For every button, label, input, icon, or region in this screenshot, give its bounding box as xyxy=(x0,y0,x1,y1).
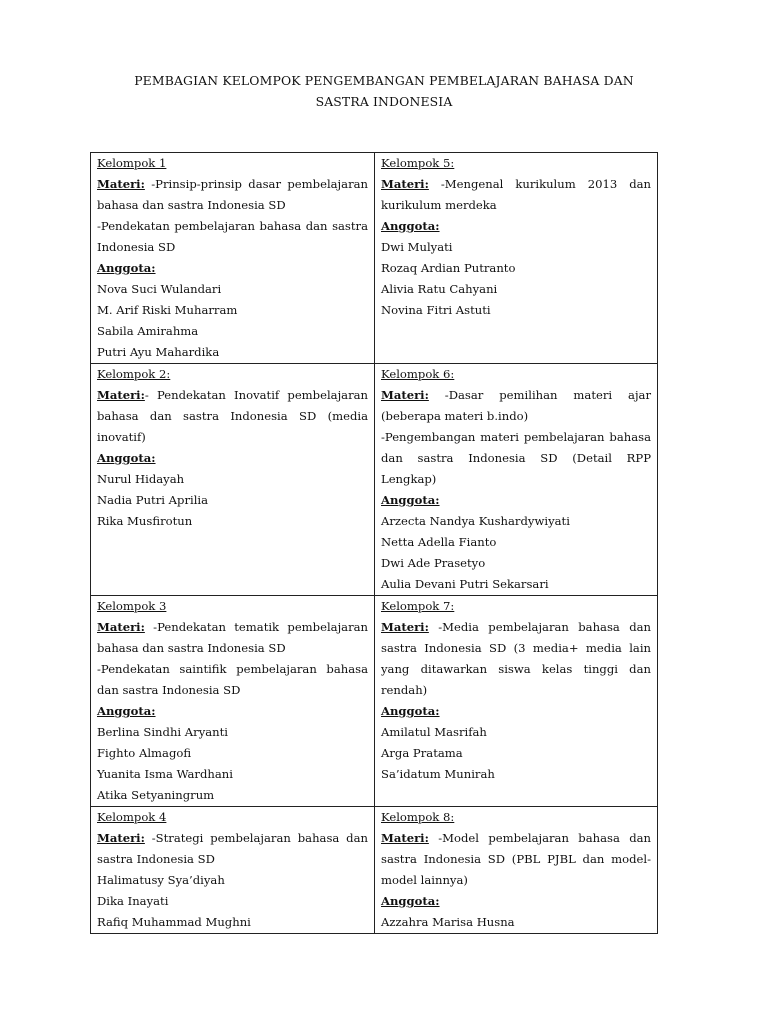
member-name: Sabila Amirahma xyxy=(97,324,199,338)
group-heading: Kelompok 1 xyxy=(97,156,167,170)
materi-text: -Mengenal kurikulum 2013 dan kurikulum merdeka xyxy=(381,177,651,212)
member-name: Arga Pratama xyxy=(381,746,463,760)
anggota-label: Anggota: xyxy=(381,219,440,233)
member-name: Halimatusy Sya’diyah xyxy=(97,873,225,887)
group-cell-2 xyxy=(91,364,375,596)
anggota-label: Anggota: xyxy=(381,704,440,718)
materi-label: Materi: xyxy=(381,177,429,191)
member-name: Berlina Sindhi Aryanti xyxy=(97,725,229,739)
table-row xyxy=(91,596,658,807)
group-heading: Kelompok 6: xyxy=(381,367,455,381)
table-row xyxy=(91,364,658,596)
materi-block xyxy=(381,174,651,216)
member-name: Rika Musfirotun xyxy=(97,514,193,528)
materi-block xyxy=(97,174,368,216)
member-name: Arzecta Nandya Kushardywiyati xyxy=(381,514,570,528)
group-cell-1 xyxy=(91,153,375,364)
anggota-label: Anggota: xyxy=(381,894,440,908)
member-name: Fighto Almagofi xyxy=(97,746,192,760)
materi-extra: -Pendekatan pembelajaran bahasa dan sastra Indonesia SD xyxy=(97,219,368,254)
materi-block xyxy=(97,828,368,870)
group-heading: Kelompok 8: xyxy=(381,810,455,824)
group-cell-8 xyxy=(375,807,658,934)
materi-text: -Strategi pembelajaran bahasa dan sastra Indonesia SD xyxy=(97,831,368,866)
materi-label: Materi: xyxy=(97,831,145,845)
group-cell-4 xyxy=(91,807,375,934)
group-table xyxy=(90,152,658,934)
materi-text: -Pendekatan tematik pembelajaran bahasa dan sastra Indonesia SD xyxy=(97,620,368,655)
anggota-label: Anggota: xyxy=(97,451,156,465)
title-line-2: SASTRA INDONESIA xyxy=(315,94,453,109)
group-heading: Kelompok 7: xyxy=(381,599,455,613)
member-name: Putri Ayu Mahardika xyxy=(97,345,220,359)
materi-label: Materi: xyxy=(97,388,145,402)
group-cell-6 xyxy=(375,364,658,596)
materi-text: -Prinsip-prinsip dasar pembelajaran bahasa dan sastra Indonesia SD xyxy=(97,177,368,212)
group-cell-7 xyxy=(375,596,658,807)
anggota-label: Anggota: xyxy=(381,493,440,507)
materi-block xyxy=(381,617,651,701)
member-name: Aulia Devani Putri Sekarsari xyxy=(381,577,549,591)
anggota-label: Anggota: xyxy=(97,261,156,275)
group-heading: Kelompok 2: xyxy=(97,367,171,381)
member-name: Dwi Mulyati xyxy=(381,240,453,254)
member-name: Sa’idatum Munirah xyxy=(381,767,495,781)
materi-text: - Pendekatan Inovatif pembelajaran bahasa dan sastra Indonesia SD (media inovatif) xyxy=(97,388,368,444)
materi-label: Materi: xyxy=(97,620,145,634)
table-row xyxy=(91,153,658,364)
materi-label: Materi: xyxy=(97,177,145,191)
materi-block xyxy=(97,617,368,659)
member-name: Nova Suci Wulandari xyxy=(97,282,222,296)
materi-extra: -Pendekatan saintifik pembelajaran bahasa dan sastra Indonesia SD xyxy=(97,662,368,697)
member-name: Alivia Ratu Cahyani xyxy=(381,282,498,296)
title-line-1: PEMBAGIAN KELOMPOK PENGEMBANGAN PEMBELAJARAN BAHASA DAN xyxy=(134,73,634,88)
group-heading: Kelompok 4 xyxy=(97,810,167,824)
member-name: Novina Fitri Astuti xyxy=(381,303,491,317)
group-cell-5 xyxy=(375,153,658,364)
materi-block xyxy=(381,828,651,891)
materi-text: -Dasar pemilihan materi ajar (beberapa materi b.indo) xyxy=(381,388,651,423)
anggota-label: Anggota: xyxy=(97,704,156,718)
materi-label: Materi: xyxy=(381,831,429,845)
member-name: Nadia Putri Aprilia xyxy=(97,493,209,507)
document-title xyxy=(90,70,678,112)
group-heading: Kelompok 3 xyxy=(97,599,167,613)
group-cell-3 xyxy=(91,596,375,807)
materi-block xyxy=(381,385,651,427)
member-name: Nurul Hidayah xyxy=(97,472,185,486)
member-name: Rafiq Muhammad Mughni xyxy=(97,915,251,929)
materi-extra: -Pengembangan materi pembelajaran bahasa dan sastra Indonesia SD (Detail RPP Lengkap) xyxy=(381,430,651,486)
materi-label: Materi: xyxy=(381,388,429,402)
materi-text: -Media pembelajaran bahasa dan sastra Indonesia SD (3 media+ media lain yang ditawarkan siswa kelas tinggi dan rendah) xyxy=(381,620,651,697)
member-name: Azzahra Marisa Husna xyxy=(381,915,515,929)
table-row xyxy=(91,807,658,934)
materi-label: Materi: xyxy=(381,620,429,634)
member-name: Amilatul Masrifah xyxy=(381,725,487,739)
member-name: M. Arif Riski Muharram xyxy=(97,303,238,317)
member-name: Dwi Ade Prasetyo xyxy=(381,556,486,570)
member-name: Atika Setyaningrum xyxy=(97,788,215,802)
member-name: Dika Inayati xyxy=(97,894,169,908)
materi-block xyxy=(97,385,368,448)
group-heading: Kelompok 5: xyxy=(381,156,455,170)
member-name: Rozaq Ardian Putranto xyxy=(381,261,516,275)
member-name: Yuanita Isma Wardhani xyxy=(97,767,233,781)
materi-text: -Model pembelajaran bahasa dan sastra Indonesia SD (PBL PJBL dan model-model lainnya) xyxy=(381,831,651,887)
member-name: Netta Adella Fianto xyxy=(381,535,497,549)
